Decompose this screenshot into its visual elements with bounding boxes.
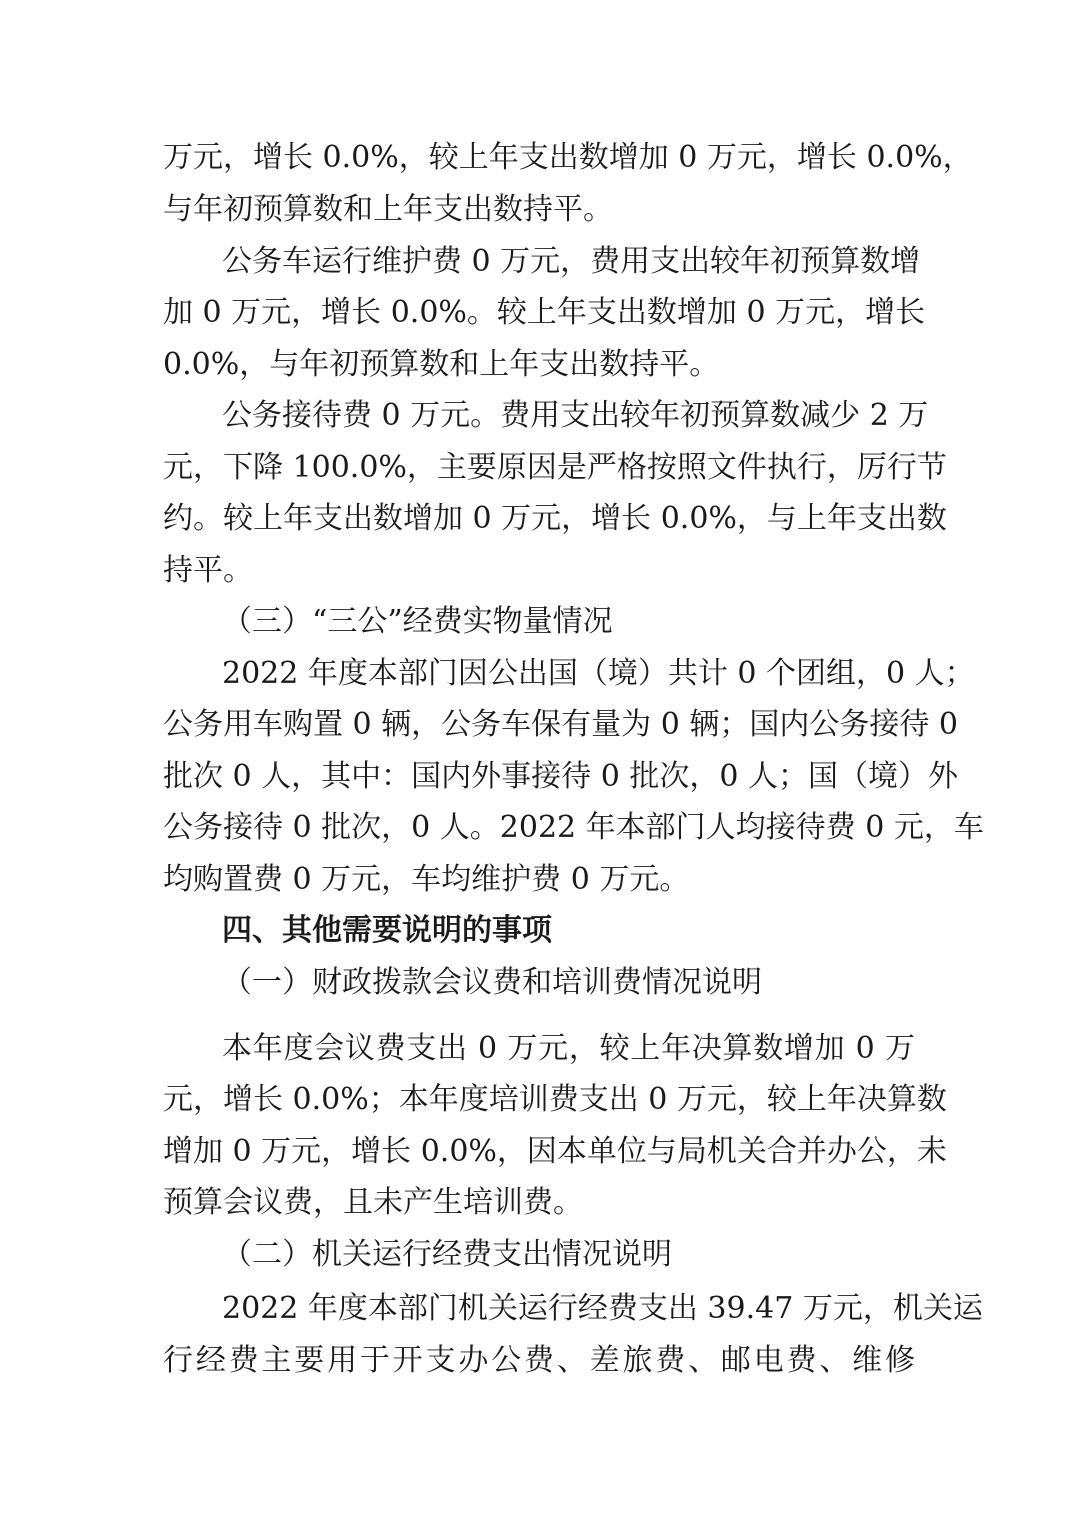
- paragraph-line: 与年初预算数和上年支出数持平。: [163, 192, 613, 227]
- paragraph-line: 增加 0 万元，增长 0.0%，因本单位与局机关合并办公，未: [163, 1134, 947, 1169]
- paragraph-line: 约。较上年支出数增加 0 万元，增长 0.0%，与上年支出数: [163, 501, 947, 536]
- paragraph-line: 万元，增长 0.0%，较上年支出数增加 0 万元，增长 0.0%，: [163, 140, 973, 175]
- section-heading: 四、其他需要说明的事项: [222, 913, 552, 948]
- section-subheading: （二）机关运行经费支出情况说明: [222, 1237, 672, 1272]
- paragraph-line: 公务接待 0 批次，0 人。2022 年本部门人均接待费 0 元，车: [163, 810, 984, 845]
- paragraph-line: 元，增长 0.0%；本年度培训费支出 0 万元，较上年决算数: [163, 1082, 947, 1117]
- paragraph-line: 持平。: [163, 553, 253, 588]
- paragraph-line: 均购置费 0 万元，车均维护费 0 万元。: [163, 862, 690, 897]
- paragraph-line: 元，下降 100.0%，主要原因是严格按照文件执行，厉行节: [163, 450, 947, 485]
- paragraph-line: 2022 年度本部门机关运行经费支出 39.47 万元，机关运: [222, 1291, 983, 1326]
- paragraph-line: 加 0 万元，增长 0.0%。较上年支出数增加 0 万元，增长: [163, 295, 926, 330]
- paragraph-line: 公务接待费 0 万元。费用支出较年初预算数减少 2 万: [222, 398, 929, 433]
- paragraph-line: 0.0%，与年初预算数和上年支出数持平。: [163, 347, 720, 382]
- paragraph-line: 预算会议费，且未产生培训费。: [163, 1185, 583, 1220]
- paragraph-line: 行经费主要用于开支办公费、差旅费、邮电费、维修: [163, 1343, 915, 1378]
- paragraph-line: 批次 0 人，其中：国内外事接待 0 批次，0 人；国（境）外: [163, 759, 958, 794]
- section-subheading: （三）“三公”经费实物量情况: [222, 604, 613, 639]
- paragraph-line: 本年度会议费支出 0 万元，较上年决算数增加 0 万: [222, 1031, 915, 1066]
- section-subheading: （一）财政拨款会议费和培训费情况说明: [222, 965, 762, 1000]
- paragraph-line: 公务车运行维护费 0 万元，费用支出较年初预算数增: [222, 244, 921, 279]
- paragraph-line: 2022 年度本部门因公出国（境）共计 0 个团组，0 人；: [222, 656, 975, 691]
- paragraph-line: 公务用车购置 0 辆，公务车保有量为 0 辆；国内公务接待 0: [163, 707, 958, 742]
